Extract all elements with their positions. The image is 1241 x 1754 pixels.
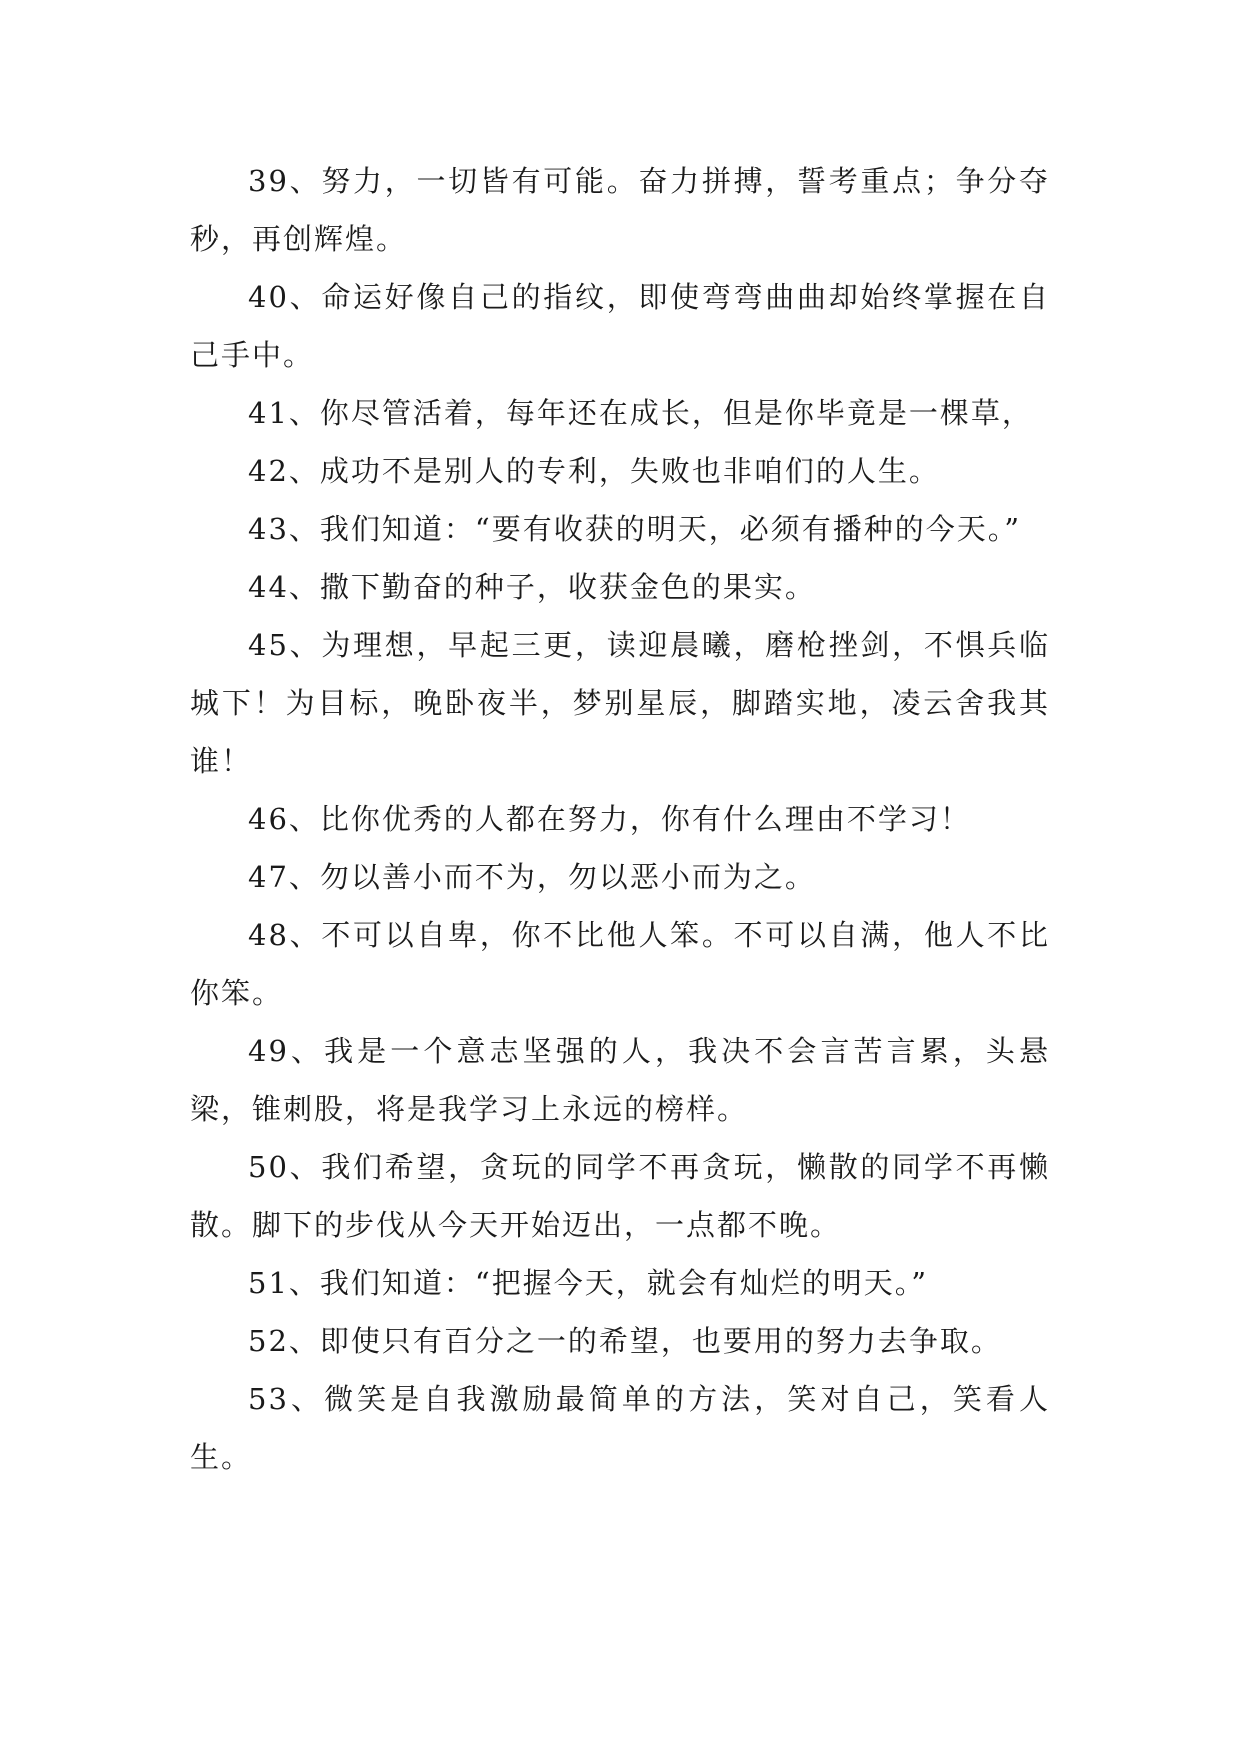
paragraph-52: 52、即使只有百分之一的希望，也要用的努力去争取。 (248, 1324, 1002, 1358)
paragraph-41: 41、你尽管活着，每年还在成长，但是你毕竟是一棵草， (248, 396, 1033, 430)
paragraph-40: 40、命运好像自己的指纹，即使弯弯曲曲却始终掌握在自己手中。 (190, 280, 1050, 372)
document-body (190, 152, 1050, 1486)
paragraph-39: 39、努力，一切皆有可能。奋力拼搏，誓考重点；争分夺秒，再创辉煌。 (190, 164, 1050, 256)
paragraph-43: 43、我们知道：“要有收获的明天，必须有播种的今天。” (248, 512, 1022, 546)
paragraph-42: 42、成功不是别人的专利，失败也非咱们的人生。 (248, 454, 940, 488)
paragraph-45: 45、为理想，早起三更，读迎晨曦，磨枪挫剑，不惧兵临城下！为目标，晚卧夜半，梦别星辰，脚踏实地，凌云舍我其谁！ (190, 628, 1050, 778)
paragraph-47: 47、勿以善小而不为，勿以恶小而为之。 (248, 860, 816, 894)
paragraph-51: 51、我们知道：“把握今天，就会有灿烂的明天。” (248, 1266, 929, 1300)
paragraph-46: 46、比你优秀的人都在努力，你有什么理由不学习！ (248, 802, 971, 836)
paragraph-50: 50、我们希望，贪玩的同学不再贪玩，懒散的同学不再懒散。脚下的步伐从今天开始迈出，一点都不晚。 (190, 1150, 1050, 1242)
paragraph-44: 44、撒下勤奋的种子，收获金色的果实。 (248, 570, 816, 604)
paragraph-49: 49、我是一个意志坚强的人，我决不会言苦言累，头悬梁，锥刺股，将是我学习上永远的榜样。 (190, 1034, 1050, 1126)
paragraph-48: 48、不可以自卑，你不比他人笨。不可以自满，他人不比你笨。 (190, 918, 1050, 1010)
paragraph-53: 53、微笑是自我激励最简单的方法，笑对自己，笑看人生。 (190, 1382, 1050, 1474)
